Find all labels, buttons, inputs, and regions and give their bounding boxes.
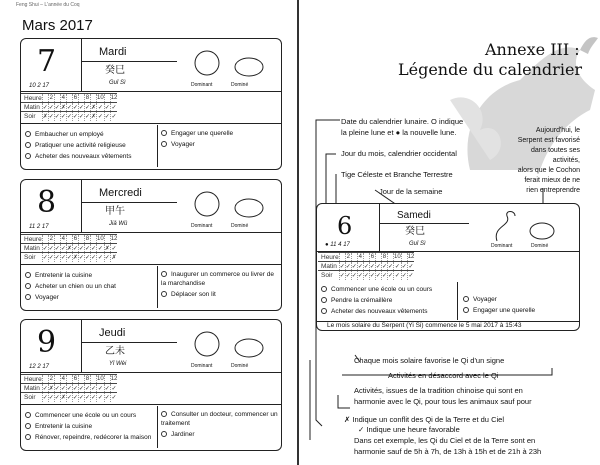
note-harmony-2: harmonie avec le Qi, pour tous les animaux sauf pour [354, 397, 532, 406]
lunar-date: 11 2 17 [29, 224, 49, 230]
running-header: Feng Shui – L'année du Coq [16, 2, 80, 8]
bad-activities: Consulter un docteur, commencer un traitement Jardiner [161, 411, 278, 438]
day-card: 7 10 2 17 Mardi 癸巳 Guǐ Sì Dominant Dominé Heure 2 4 6 8 10 12 Matin ✓ ✓ ✓ ✗ ✓ ✓ ✓ ✓ ✗ ✓ ✓ ✓ Soir ✗ ✓ ✓ ✓ ✓ ✓ ✓ ✓ ✗ ✓ ✓ ✓ Embaucher un employé Pratiquer une activité religieuse Acheter des nouveaux vêtements Engager une querelle Voyager [20, 38, 282, 170]
day-number: 9 [37, 325, 57, 360]
example-roman: Guǐ Sì [409, 241, 426, 247]
lunar-date: 10 2 17 [29, 83, 50, 89]
weekday: Jeudi [99, 327, 126, 339]
snake-pig-icon [487, 206, 567, 246]
animal-icon [185, 322, 275, 364]
example-footer: Le mois solaire du Serpent (Yi Si) commence le 5 mai 2017 à 15:43 [327, 322, 522, 329]
note-example-2: harmonie sauf de 5h à 7h, de 13h à 15h et de 21h à 23h [354, 447, 542, 456]
romanization: Jiǎ Wǔ [109, 221, 128, 227]
animal-icon [185, 41, 275, 83]
romanization: Guǐ Sì [109, 80, 126, 86]
note-example-1: Dans cet exemple, les Qi du Ciel et de la Terre sont en [354, 436, 536, 445]
day-number: 7 [37, 44, 57, 79]
page-title: Mars 2017 [22, 17, 93, 34]
bad-activities: Inaugurer un commerce ou livrer de la marchandise Déplacer son lit [161, 271, 274, 298]
domine-label: Dominé [531, 243, 549, 249]
legend-week: Jour de la semaine [379, 187, 443, 196]
stem-branch: 癸巳 [105, 65, 125, 76]
day-card: 8 11 2 17 Mercredi 甲午 Jiǎ Wǔ Dominant Dominé Heure 2 4 6 8 10 12 Matin ✓ ✓ ✓ ✓ ✗ ✓ ✓ ✓ ✓ ✓ ✗ ✓ Soir ✓ ✓ ✓ ✓ ✓ ✗ ✓ ✓ ✓ ✓ ✓ ✗ Entretenir la cuisine Acheter un chien ou un chat Voyager Inaugurer un commerce ou livrer de la marchandise Déplacer son lit [20, 179, 282, 311]
legend-day: Jour du mois, calendrier occidental [341, 149, 457, 158]
annex-subtitle: Légende du calendrier [398, 60, 583, 79]
note-favorable: ✓ Indique une heure favorable [358, 425, 460, 434]
example-stem: 癸巳 [405, 226, 425, 237]
example-day-number: 6 [337, 212, 353, 240]
animal-icon [185, 182, 275, 224]
note-discord: Activités en désaccord avec le Qi [388, 371, 499, 380]
example-good-list: Commencer une école ou un cours Pendre la crémaillère Acheter des nouveaux vêtements [321, 284, 432, 317]
stem-branch: 甲午 [105, 206, 125, 217]
day-number: 8 [37, 185, 57, 220]
good-activities: Commencer une école ou un cours Entretenir la cuisine Rénover, repeindre, redécorer la maison [25, 410, 151, 443]
note-harmony-1: Activités, issues de la tradition chinoise qui sont en [354, 386, 523, 395]
bad-activities: Engager une querelle Voyager [161, 129, 279, 151]
side-note: Aujourd'hui, le Serpent est favorisé dans toutes ses activités, alors que le Cochon ferait mieux de ne rien entreprendre [517, 127, 580, 194]
note-solar: Chaque mois solaire favorise le Qi d'un signe [354, 356, 505, 365]
annex-title: Annexe III : [485, 40, 580, 59]
legend-lunar-1: Date du calendrier lunaire. O indique [341, 117, 464, 126]
weekday: Mardi [99, 46, 127, 58]
day-card: 9 12 2 17 Jeudi 乙未 Yǐ Wèi Dominant Dominé Heure 2 4 6 8 10 12 Matin ✓ ✗ ✓ ✓ ✓ ✓ ✓ ✓ ✓ ✓ ✓ ✓ Soir ✓ ✓ ✓ ✗ ✓ ✓ ✓ ✓ ✓ ✓ ✓ ✓ Commencer une école ou un cours Entretenir la cuisine Rénover, repeindre, redécorer la maison Consulter un docteur, commencer un traitement Jardiner [20, 319, 282, 451]
example-weekday: Samedi [397, 210, 431, 221]
example-lunar: ● 11 4 17 [325, 242, 350, 248]
romanization: Yǐ Wèi [109, 361, 127, 367]
good-activities: Embaucher un employé Pratiquer une activité religieuse Acheter des nouveaux vêtements [25, 129, 131, 162]
dominant-label: Dominant [491, 243, 513, 249]
note-conflict: ✗ Indique un conflit des Qi de la Terre et du Ciel [344, 415, 504, 424]
legend-stem: Tige Céleste et Branche Terrestre [341, 170, 453, 179]
example-bad-list: Voyager Engager une querelle [463, 294, 535, 316]
lunar-date: 12 2 17 [29, 364, 50, 370]
stem-branch: 乙未 [105, 346, 125, 357]
weekday: Mercredi [99, 187, 142, 199]
page-divider [297, 0, 299, 465]
legend-lunar-2: la pleine lune et ● la nouvelle lune. [341, 128, 457, 137]
good-activities: Entretenir la cuisine Acheter un chien ou un chat Voyager [25, 270, 116, 303]
